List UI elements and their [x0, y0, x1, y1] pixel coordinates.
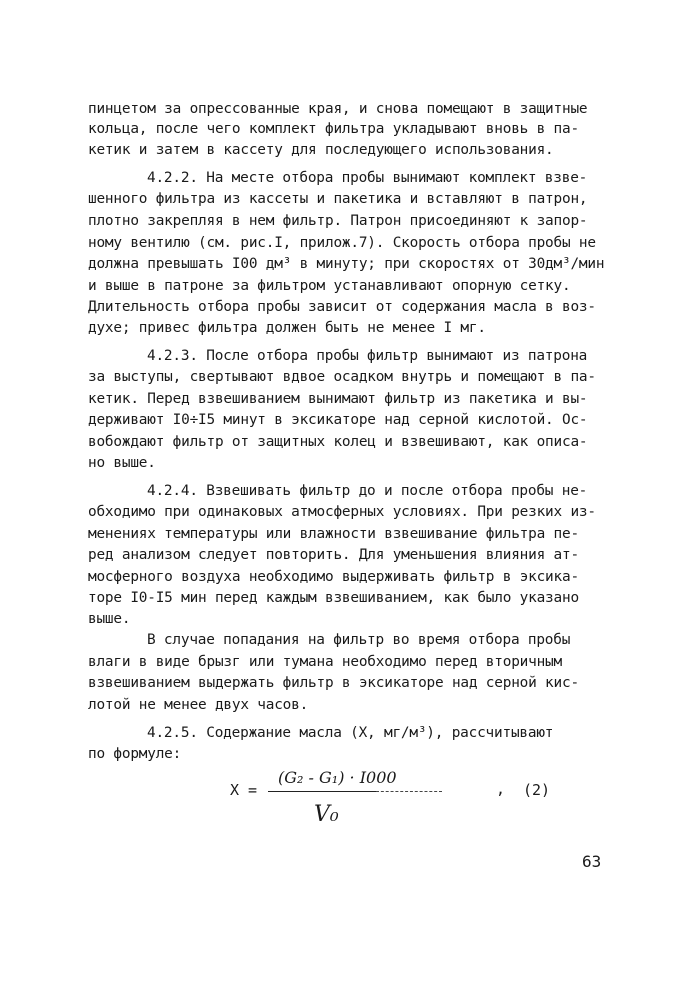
text-line: кетик и затем в кассету для последующего использования.: [88, 142, 554, 158]
text-line: кольца, после чего комплект фильтра укладывают вновь в па-: [88, 121, 579, 137]
text-line: торе I0-I5 мин перед каждым взвешиванием, как было указано: [88, 590, 579, 606]
text-line: пинцетом за опрессованные края, и снова помещают в защитные: [88, 101, 588, 117]
text-line: шенного фильтра из кассеты и пакетика и вставляют в патрон,: [88, 191, 588, 207]
formula-denominator: V₀: [314, 802, 339, 827]
text-line: обходимо при одинаковых атмосферных условиях. При резких из-: [88, 504, 596, 520]
formula-lhs: X =: [230, 781, 258, 799]
text-line: должна превышать I00 дм³ в минуту; при скоростях от 30дм³/мин: [88, 256, 605, 272]
section-heading-line: 4.2.5. Содержание масла (X, мг/м³), рассчитывают: [147, 725, 554, 741]
page-number: 63: [582, 852, 602, 871]
text-line: плотно закрепляя в нем фильтр. Патрон присоединяют к запор-: [88, 213, 588, 229]
text-line: ному вентилю (см. рис.I, прилож.7). Скорость отбора пробы не: [88, 235, 596, 251]
formula-fraction-bar-dashed: [376, 791, 442, 792]
text-line: духе; привес фильтра должен быть не менее I мг.: [88, 320, 486, 336]
text-line: держивают I0÷I5 минут в эксикаторе над серной кислотой. Ос-: [88, 412, 588, 428]
text-line: ред анализом следует повторить. Для уменьшения влияния ат-: [88, 547, 579, 563]
text-line: по формуле:: [88, 746, 182, 762]
formula-separator: ,: [496, 780, 506, 798]
text-line: В случае попадания на фильтр во время отбора пробы: [147, 632, 571, 648]
section-heading-line: 4.2.4. Взвешивать фильтр до и после отбора пробы не-: [147, 483, 588, 499]
text-line: за выступы, свертывают вдвое осадком внутрь и помещают в па-: [88, 369, 596, 385]
text-line: кетик. Перед взвешиванием вынимают фильтр из пакетика и вы-: [88, 391, 588, 407]
formula-numerator: (G₂ - G₁) · I000: [278, 768, 397, 787]
formula-fraction-bar: [268, 791, 376, 792]
text-line: влаги в виде брызг или тумана необходимо перед вторичным: [88, 654, 562, 670]
text-line: выше.: [88, 611, 131, 627]
text-line: вобождают фильтр от защитных колец и взвешивают, как описа-: [88, 434, 588, 450]
text-line: взвешиванием выдержать фильтр в эксикаторе над серной кис-: [88, 675, 579, 691]
text-line: лотой не менее двух часов.: [88, 697, 309, 713]
text-line: Длительность отбора пробы зависит от содержания масла в воз-: [88, 299, 596, 315]
text-line: менениях температуры или влажности взвешивание фильтра пе-: [88, 526, 579, 542]
text-line: но выше.: [88, 455, 156, 471]
formula-number: (2): [523, 781, 551, 799]
text-line: мосферного воздуха необходимо выдерживать фильтр в эксика-: [88, 569, 579, 585]
section-heading-line: 4.2.2. На месте отбора пробы вынимают комплект взве-: [147, 170, 588, 186]
section-heading-line: 4.2.3. После отбора пробы фильтр вынимают из патрона: [147, 348, 588, 364]
text-line: и выше в патроне за фильтром устанавливают опорную сетку.: [88, 278, 571, 294]
